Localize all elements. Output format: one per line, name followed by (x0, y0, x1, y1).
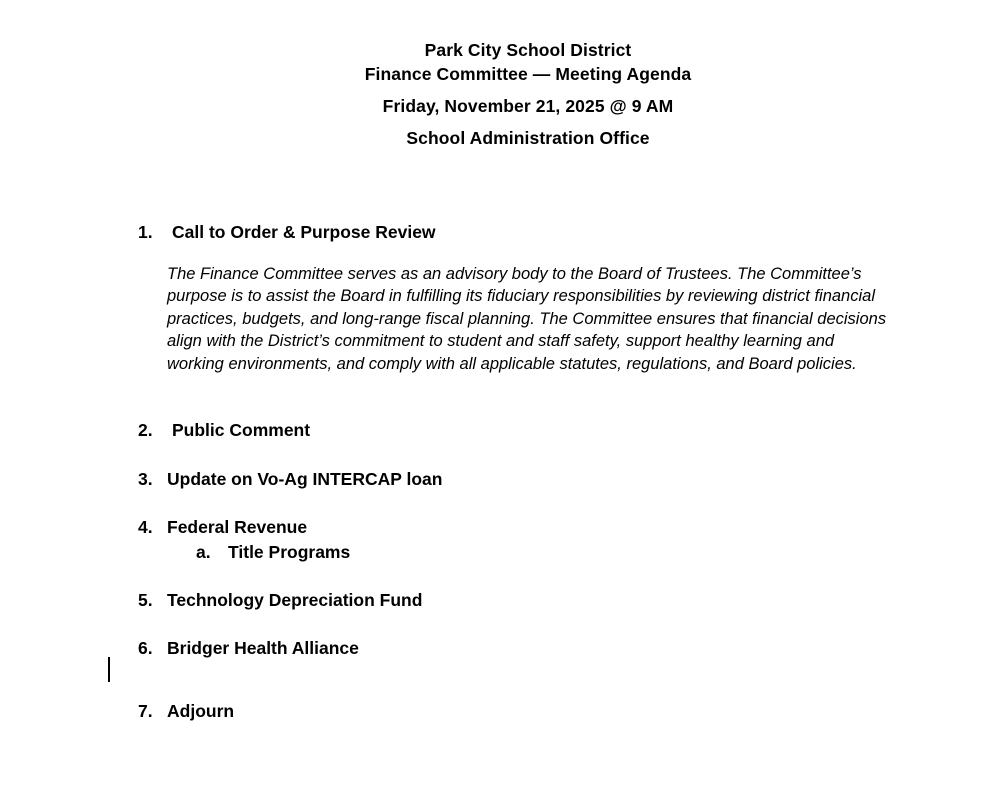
agenda-item-1 (138, 221, 436, 243)
agenda-item-2 (138, 419, 310, 441)
agenda-item-7-number: 7. (138, 701, 153, 721)
agenda-item-2-number: 2. (138, 420, 153, 440)
text-cursor-caret (108, 657, 110, 682)
agenda-item-3-number: 3. (138, 469, 153, 489)
agenda-subitem-4a (196, 541, 350, 563)
agenda-item-5-number: 5. (138, 590, 153, 610)
agenda-item-6-label: Bridger Health Alliance (167, 638, 359, 658)
agenda-item-3-label: Update on Vo-Ag INTERCAP loan (167, 469, 443, 489)
agenda-item-5-label: Technology Depreciation Fund (167, 590, 423, 610)
agenda-item-4 (138, 516, 307, 538)
document-header (0, 38, 1000, 150)
meeting-location: School Administration Office (406, 128, 650, 148)
agenda-subitem-4a-label: Title Programs (228, 542, 351, 562)
agenda-item-1-label: Call to Order & Purpose Review (172, 222, 436, 242)
agenda-item-2-label: Public Comment (172, 420, 311, 440)
district-name: Park City School District (424, 40, 632, 60)
meeting-datetime: Friday, November 21, 2025 @ 9 AM (382, 96, 674, 116)
agenda-item-6 (138, 637, 359, 659)
agenda-item-7-label: Adjourn (167, 701, 235, 721)
purpose-statement-paragraph: The Finance Committee serves as an advisory body to the Board of Trustees. The Committee’s purpose is to assist the Board in fulfilling its fiduciary responsibilities by reviewing district financial practices, budgets, and long-range fiscal planning. The Committee ensures that financial decisions align with the District’s commitment to student and staff safety, support healthy learning and working environments, and comply with all applicable statutes, regulations, and Board policies. (167, 265, 887, 373)
agenda-item-1-number: 1. (138, 222, 153, 242)
agenda-item-5 (138, 589, 422, 611)
agenda-item-4-number: 4. (138, 517, 153, 537)
agenda-item-3 (138, 468, 442, 490)
agenda-item-4-label: Federal Revenue (167, 517, 308, 537)
agenda-subitem-4a-letter: a. (196, 542, 211, 562)
document-title: Finance Committee — Meeting Agenda (364, 64, 692, 84)
agenda-item-7 (138, 700, 234, 722)
agenda-item-6-number: 6. (138, 638, 153, 658)
